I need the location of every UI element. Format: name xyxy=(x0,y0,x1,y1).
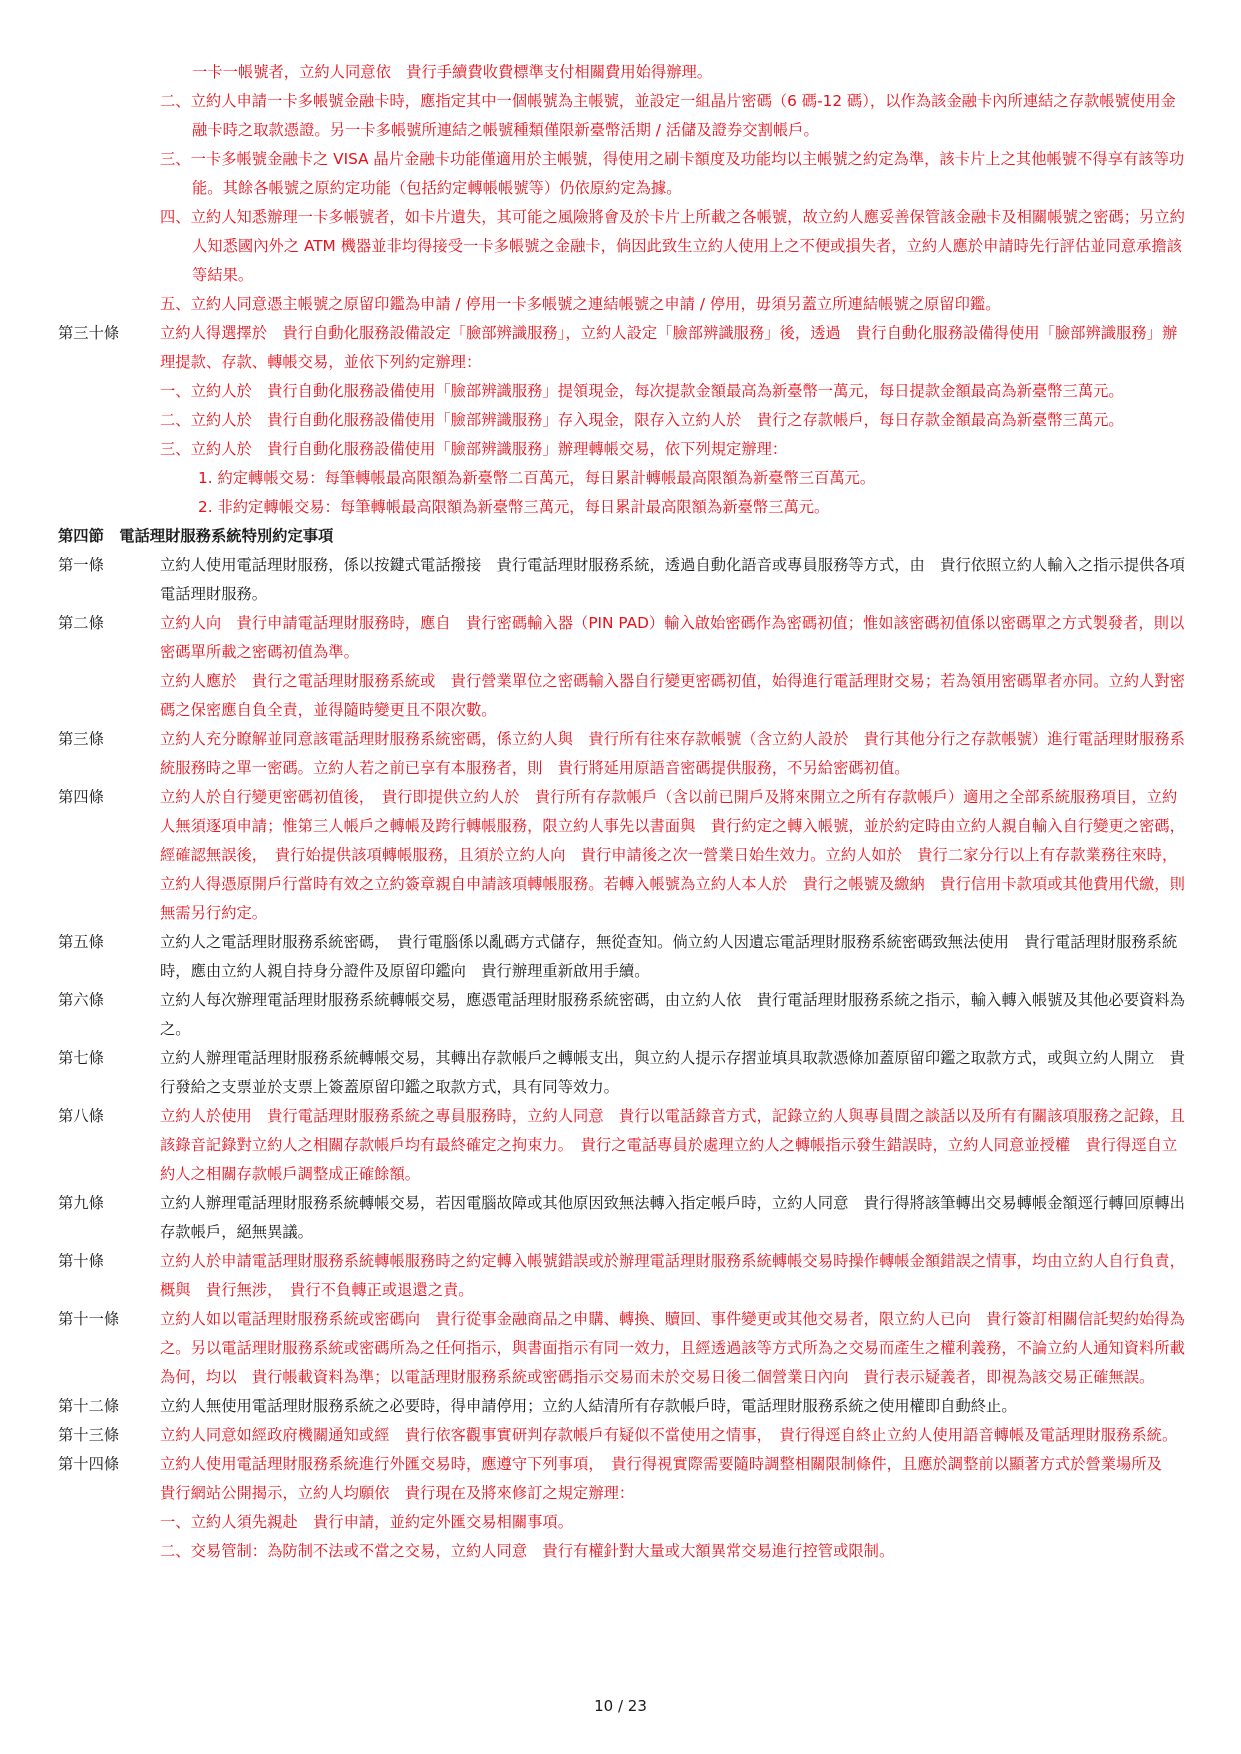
article-row xyxy=(0,783,1241,928)
clause-item-row xyxy=(0,290,1241,319)
article-row xyxy=(0,725,1241,783)
article-label: 第三條 xyxy=(58,730,104,748)
article-row xyxy=(0,319,1241,377)
article-label: 第三十條 xyxy=(58,324,120,342)
article-row xyxy=(0,1247,1241,1305)
clause-item-row xyxy=(0,435,1241,464)
article-label: 第十一條 xyxy=(58,1310,120,1328)
article-label: 第八條 xyxy=(58,1107,104,1125)
article-text: 立約人得選擇於 貴行自動化服務設備設定「臉部辨識服務」，立約人設定「臉部辨識服務」後，透過 貴行自動化服務設備得使用「臉部辨識服務」辦理提款、存款、轉帳交易，並依下列約定辦理： xyxy=(160,324,1178,371)
article-text: 立約人充分瞭解並同意該電話理財服務系統密碼，係立約人與 貴行所有往來存款帳號（含立約人設於 貴行其他分行之存款帳號）進行電話理財服務系統服務時之單一密碼。立約人若之前已享有本服務者，則 貴行將延用原語音密碼提供服務，不另給密碼初值。 xyxy=(160,730,1185,777)
article-label: 第七條 xyxy=(58,1049,104,1067)
article-text: 立約人辦理電話理財服務系統轉帳交易，若因電腦故障或其他原因致無法轉入指定帳戶時，立約人同意 貴行得將該筆轉出交易轉帳金額逕行轉回原轉出存款帳戶，絕無異議。 xyxy=(160,1194,1185,1241)
clause-item-row xyxy=(0,1537,1241,1566)
article-row xyxy=(0,1189,1241,1247)
article-text: 立約人無使用電話理財服務系統之必要時，得申請停用；立約人結清所有存款帳戶時，電話理財服務系統之使用權即自動終止。 xyxy=(160,1397,1017,1415)
article-row xyxy=(0,986,1241,1044)
clause-item-text: 一、立約人須先親赴 貴行申請，並約定外匯交易相關事項。 xyxy=(160,1513,574,1531)
numbered-item-text: 1. 約定轉帳交易：每筆轉帳最高限額為新臺幣二百萬元，每日累計轉帳最高限額為新臺幣三百萬元。 xyxy=(198,469,876,487)
article-text: 立約人辦理電話理財服務系統轉帳交易，其轉出存款帳戶之轉帳支出，與立約人提示存摺並填具取款憑條加蓋原留印鑑之取款方式，或與立約人開立 貴行發給之支票並於支票上簽蓋原留印鑑之取款方式，具有同等效力。 xyxy=(160,1049,1185,1096)
clause-item-text: 二、立約人申請一卡多帳號金融卡時，應指定其中一個帳號為主帳號，並設定一組晶片密碼（6 碼-12 碼），以作為該金融卡內所連結之存款帳號使用金融卡時之取款憑證。另一卡多帳號所連結之帳號種類僅限新臺幣活期 / 活儲及證券交割帳戶。 xyxy=(160,92,1176,139)
clause-item-row xyxy=(0,87,1241,145)
article-text: 立約人向 貴行申請電話理財服務時，應自 貴行密碼輸入器（PIN PAD）輸入啟始密碼作為密碼初值；惟如該密碼初值係以密碼單之方式製發者，則以密碼單所載之密碼初值為準。 xyxy=(160,614,1185,661)
clause-item-row xyxy=(0,1508,1241,1537)
contract-body xyxy=(0,58,1241,1566)
clause-item-row xyxy=(0,145,1241,203)
paragraph-row xyxy=(0,667,1241,725)
article-label: 第十二條 xyxy=(58,1397,120,1415)
article-row xyxy=(0,928,1241,986)
article-label: 第六條 xyxy=(58,991,104,1009)
clause-item-row xyxy=(0,377,1241,406)
article-text: 立約人之電話理財服務系統密碼， 貴行電腦係以亂碼方式儲存，無從查知。倘立約人因遺忘電話理財服務系統密碼致無法使用 貴行電話理財服務系統時，應由立約人親自持身分證件及原留印鑑向 貴行辦理重新啟用手續。 xyxy=(160,933,1178,980)
clause-item-text: 二、立約人於 貴行自動化服務設備使用「臉部辨識服務」存入現金，限存入立約人於 貴行之存款帳戶，每日存款金額最高為新臺幣三萬元。 xyxy=(160,411,1124,429)
article-label: 第十三條 xyxy=(58,1426,120,1444)
clause-item-text: 三、立約人於 貴行自動化服務設備使用「臉部辨識服務」辦理轉帳交易，依下列規定辦理： xyxy=(160,440,788,458)
article-label: 第一條 xyxy=(58,556,104,574)
clause-item-text: 二、交易管制：為防制不法或不當之交易，立約人同意 貴行有權針對大量或大額異常交易進行控管或限制。 xyxy=(160,1542,895,1560)
article-row xyxy=(0,1305,1241,1392)
article-text: 立約人每次辦理電話理財服務系統轉帳交易，應憑電話理財服務系統密碼，由立約人依 貴行電話理財服務系統之指示，輸入轉入帳號及其他必要資料為之。 xyxy=(160,991,1185,1038)
article-label: 第九條 xyxy=(58,1194,104,1212)
article-row xyxy=(0,1421,1241,1450)
page-number: 10 / 23 xyxy=(594,1697,647,1715)
article-text: 立約人使用電話理財服務，係以按鍵式電話撥接 貴行電話理財服務系統，透過自動化語音或專員服務等方式，由 貴行依照立約人輸入之指示提供各項電話理財服務。 xyxy=(160,556,1185,603)
numbered-item-text: 2. 非約定轉帳交易：每筆轉帳最高限額為新臺幣三萬元，每日累計最高限額為新臺幣三萬元。 xyxy=(198,498,830,516)
clause-item-text: 四、立約人知悉辦理一卡多帳號者，如卡片遺失，其可能之風險將會及於卡片上所載之各帳號，故立約人應妥善保管該金融卡及相關帳號之密碼；另立約人知悉國內外之 ATM 機器並非均得接受一卡多帳號之金融卡，倘因此致生立約人使用上之不便或損失者，立約人應於申請時先行評估並同意承擔該等結果。 xyxy=(160,208,1185,284)
article-row xyxy=(0,1044,1241,1102)
numbered-item-row xyxy=(0,464,1241,493)
section-heading: 第四節 電話理財服務系統特別約定事項 xyxy=(58,527,334,545)
article-text: 立約人於申請電話理財服務系統轉帳服務時之約定轉入帳號錯誤或於辦理電話理財服務系統轉帳交易時操作轉帳金額錯誤之情事，均由立約人自行負責，概與 貴行無涉， 貴行不負轉正或退還之責。 xyxy=(160,1252,1185,1299)
article-label: 第四條 xyxy=(58,788,104,806)
paragraph-text: 一卡一帳號者，立約人同意依 貴行手續費收費標準支付相關費用始得辦理。 xyxy=(192,63,713,81)
article-text: 立約人於自行變更密碼初值後， 貴行即提供立約人於 貴行所有存款帳戶（含以前已開戶及將來開立之所有存款帳戶）適用之全部系統服務項目，立約人無須逐項申請；惟第三人帳戶之轉帳及跨行轉帳服務，限立約人事先以書面與 貴行約定之轉入帳號，並於約定時由立約人親自輸入自行變更之密碼，經確認無誤後， 貴行始提供該項轉帳服務，且須於立約人向 貴行申請後之次一營業日始生效力。立約人如於 貴行二家分行以上有存款業務往來時，立約人得憑原開戶行當時有效之立約簽章親自申請該項轉帳服務。若轉入帳號為立約人本人於 貴行之帳號及繳納 貴行信用卡款項或其他費用代繳，則無需另行約定。 xyxy=(160,788,1185,922)
article-text: 立約人於使用 貴行電話理財服務系統之專員服務時，立約人同意 貴行以電話錄音方式，記錄立約人與專員間之談話以及所有有關該項服務之記錄，且該錄音記錄對立約人之相關存款帳戶均有最終確定之拘束力。 貴行之電話專員於處理立約人之轉帳指示發生錯誤時，立約人同意並授權 貴行得逕自立約人之相關存款帳戶調整成正確餘額。 xyxy=(160,1107,1185,1183)
article-row xyxy=(0,1392,1241,1421)
clause-item-text: 三、一卡多帳號金融卡之 VISA 晶片金融卡功能僅適用於主帳號，得使用之刷卡額度及功能均以主帳號之約定為準，該卡片上之其他帳號不得享有該等功能。其餘各帳號之原約定功能（包括約定轉帳帳號等）仍依原約定為據。 xyxy=(160,150,1185,197)
article-text: 立約人如以電話理財服務系統或密碼向 貴行從事金融商品之申購、轉換、贖回、事件變更或其他交易者，限立約人已向 貴行簽訂相關信託契約始得為之。另以電話理財服務系統或密碼所為之任何指示，與書面指示有同一效力，且經透過該等方式所為之交易而產生之權利義務，不論立約人通知資料所載為何，均以 貴行帳載資料為準；以電話理財服務系統或密碼指示交易而未於交易日後二個營業日內向 貴行表示疑義者，即視為該交易正確無誤。 xyxy=(160,1310,1185,1386)
paragraph-text: 立約人應於 貴行之電話理財服務系統或 貴行營業單位之密碼輸入器自行變更密碼初值，始得進行電話理財交易；若為領用密碼單者亦同。立約人對密碼之保密應自負全責，並得隨時變更且不限次數。 xyxy=(160,672,1185,719)
article-row xyxy=(0,551,1241,609)
article-row xyxy=(0,1102,1241,1189)
clause-item-row xyxy=(0,406,1241,435)
article-row xyxy=(0,1450,1241,1508)
article-label: 第十四條 xyxy=(58,1455,120,1473)
article-text: 立約人使用電話理財服務系統進行外匯交易時，應遵守下列事項， 貴行得視實際需要隨時調整相關限制條件，且應於調整前以顯著方式於營業場所及 貴行網站公開揭示，立約人均願依 貴行現在及將來修訂之規定辦理： xyxy=(160,1455,1178,1502)
article-label: 第二條 xyxy=(58,614,104,632)
clause-item-text: 五、立約人同意憑主帳號之原留印鑑為申請 / 停用一卡多帳號之連結帳號之申請 / 停用，毋須另蓋立所連結帳號之原留印鑑。 xyxy=(160,295,1001,313)
section-heading-row xyxy=(0,522,1241,551)
article-row xyxy=(0,609,1241,667)
article-label: 第十條 xyxy=(58,1252,104,1270)
clause-item-row xyxy=(0,203,1241,290)
article-label: 第五條 xyxy=(58,933,104,951)
clause-item-text: 一、立約人於 貴行自動化服務設備使用「臉部辨識服務」提領現金，每次提款金額最高為新臺幣一萬元，每日提款金額最高為新臺幣三萬元。 xyxy=(160,382,1124,400)
paragraph-row xyxy=(0,58,1241,87)
numbered-item-row xyxy=(0,493,1241,522)
article-text: 立約人同意如經政府機關通知或經 貴行依客觀事實研判存款帳戶有疑似不當使用之情事， 貴行得逕自終止立約人使用語音轉帳及電話理財服務系統。 xyxy=(160,1426,1178,1444)
